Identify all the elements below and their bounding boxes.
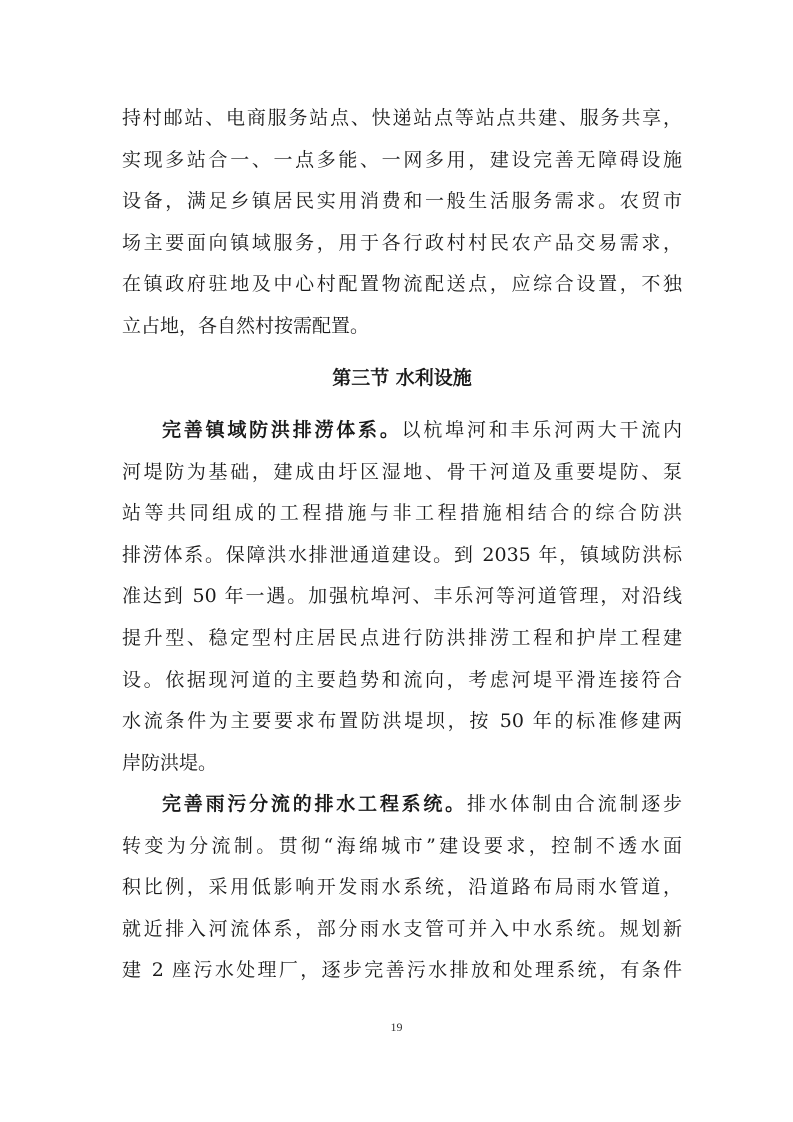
paragraph-lead-bold: 完善雨污分流的排水工程系统。	[162, 793, 467, 815]
text-line-first	[122, 410, 682, 452]
text-line: 提升型、稳定型村庄居民点进行防洪排涝工程和护岸工程建	[122, 626, 682, 649]
text-line: 河堤防为基础，建成由圩区湿地、骨干河道及重要堤防、泵	[122, 460, 682, 483]
section-heading: 第三节 水利设施	[332, 367, 472, 389]
text-line: 排涝体系。保障洪水排泄通道建设。到 2035 年，镇域防洪标	[122, 543, 682, 566]
text-line: 设备，满足乡镇居民实用消费和一般生活服务需求。农贸市	[122, 190, 682, 213]
text-line: 岸防洪堤。	[122, 751, 218, 774]
text-line: 水流条件为主要要求布置防洪堤坝，按 50 年的标准修建两	[122, 710, 682, 733]
text-line: 积比例，采用低影响开发雨水系统，沿道路布局雨水管道，	[122, 876, 682, 899]
text-line-first	[122, 784, 682, 826]
text-line: 准达到 50 年一遇。加强杭埠河、丰乐河等河道管理，对沿线	[122, 585, 682, 608]
paragraph-flood-control	[122, 410, 682, 784]
paragraph-first-rest: 排水体制由合流制逐步	[466, 793, 682, 815]
text-line: 设。依据现河道的主要趋势和流向，考虑河堤平滑连接符合	[122, 668, 682, 691]
paragraph-service-stations	[122, 98, 682, 348]
text-line: 在镇政府驻地及中心村配置物流配送点，应综合设置，不独	[122, 273, 682, 296]
text-line: 持村邮站、电商服务站点、快递站点等站点共建、服务共享，	[122, 107, 682, 129]
paragraph-drainage-system	[122, 784, 682, 992]
paragraph-lead-bold: 完善镇域防洪排涝体系。	[162, 419, 402, 441]
text-line: 场主要面向镇域服务，用于各行政村村民农产品交易需求，	[122, 231, 682, 254]
text-line: 立占地，各自然村按需配置。	[122, 314, 370, 337]
text-line: 站等共同组成的工程措施与非工程措施相结合的综合防洪	[122, 502, 682, 525]
text-line: 转变为分流制。贯彻“海绵城市”建设要求，控制不透水面	[122, 834, 682, 857]
text-line: 实现多站合一、一点多能、一网多用，建设完善无障碍设施	[122, 148, 682, 171]
page-number: 19	[390, 1020, 403, 1034]
text-line: 建 2 座污水处理厂，逐步完善污水排放和处理系统，有条件	[122, 959, 682, 982]
text-line: 就近排入河流体系，部分雨水支管可并入中水系统。规划新	[122, 917, 682, 940]
paragraph-first-rest: 以杭埠河和丰乐河两大干流内	[401, 419, 682, 441]
